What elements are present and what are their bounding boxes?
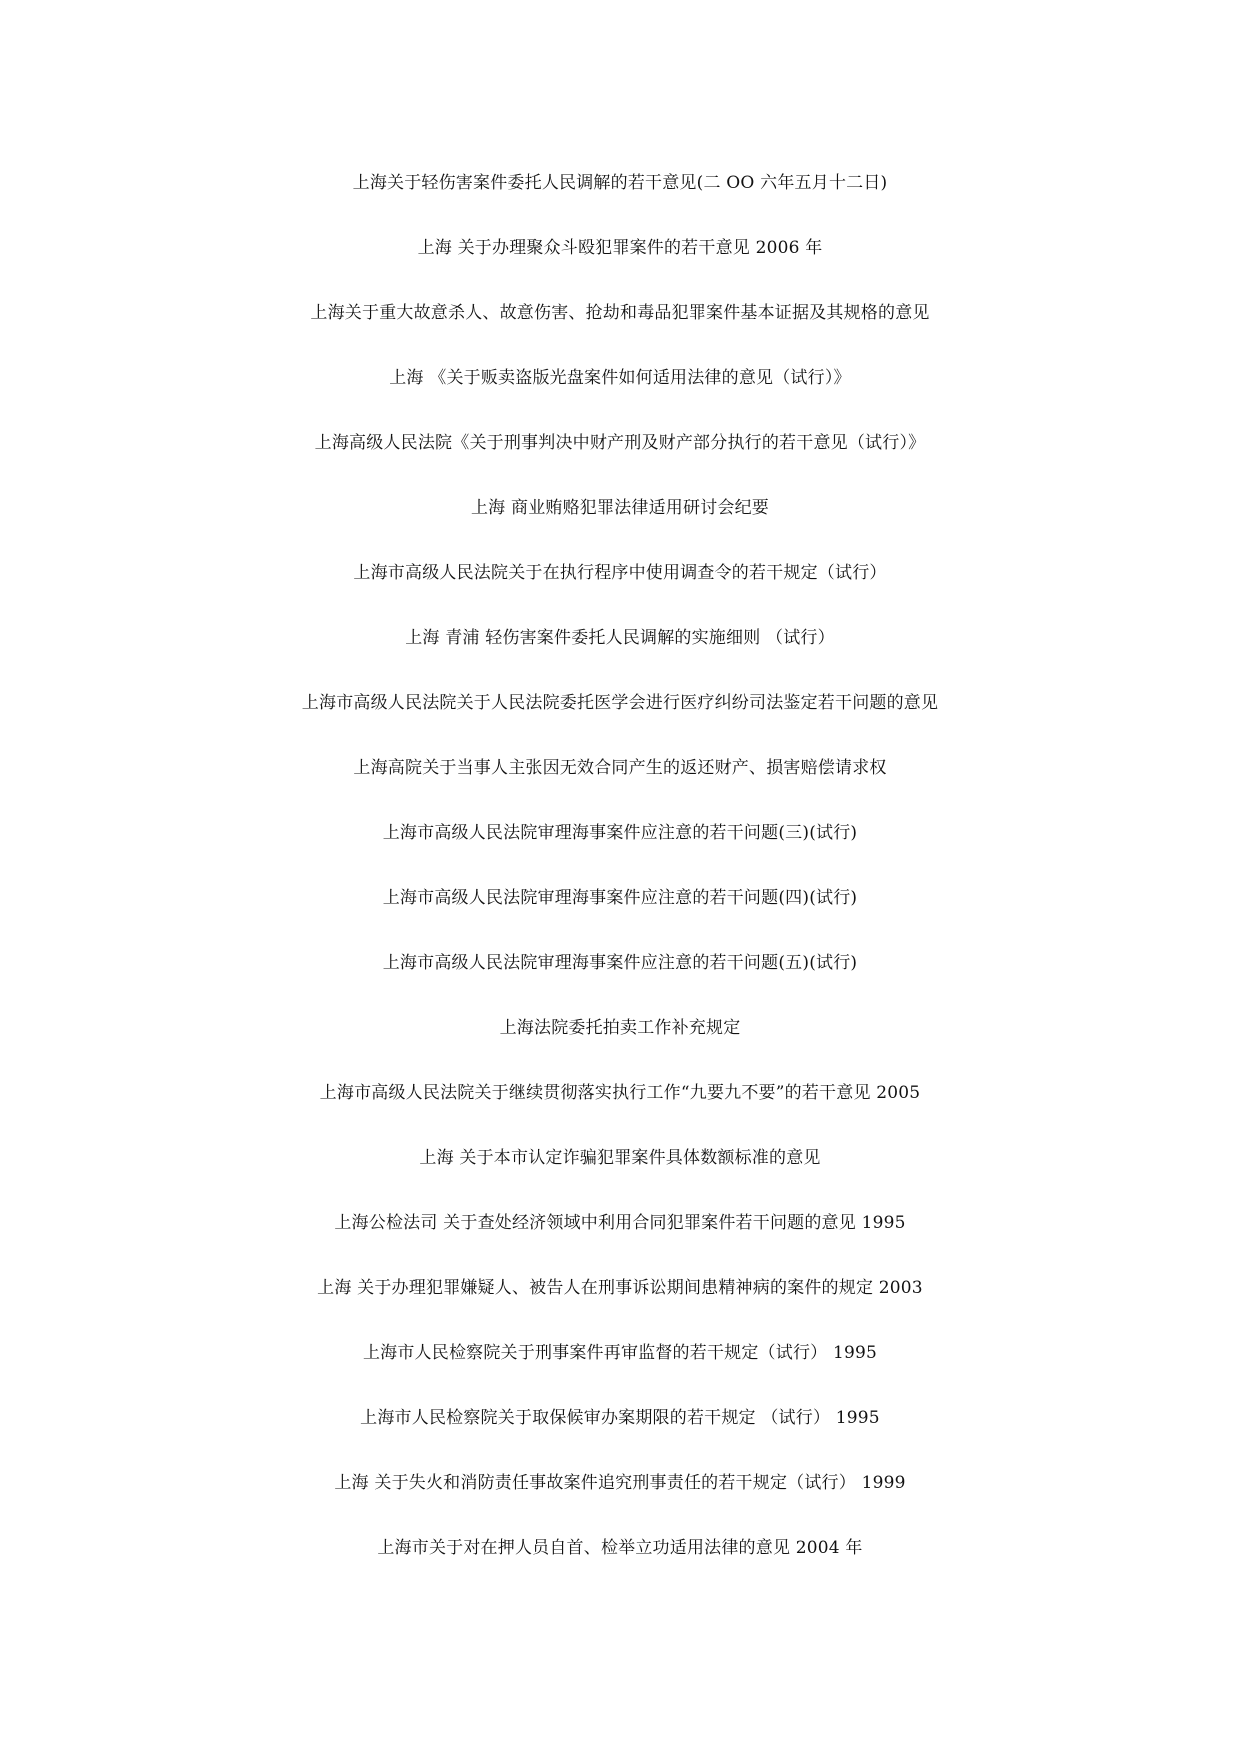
- document-title-item: 上海市人民检察院关于刑事案件再审监督的若干规定（试行） 1995: [362, 1343, 878, 1363]
- document-title-item: 上海市高级人民法院审理海事案件应注意的若干问题(四)(试行): [382, 888, 858, 908]
- document-title-item: 上海 商业贿赂犯罪法律适用研讨会纪要: [470, 498, 769, 518]
- document-title-item: 上海高院关于当事人主张因无效合同产生的返还财产、损害赔偿请求权: [353, 758, 887, 778]
- document-title-item: 上海市人民检察院关于取保候审办案期限的若干规定 （试行） 1995: [360, 1408, 880, 1428]
- document-title-item: 上海 关于办理犯罪嫌疑人、被告人在刑事诉讼期间患精神病的案件的规定 2003: [317, 1278, 923, 1298]
- document-title-item: 上海高级人民法院《关于刑事判决中财产刑及财产部分执行的若干意见（试行）》: [314, 433, 926, 453]
- document-title-item: 上海市关于对在押人员自首、检举立功适用法律的意见 2004 年: [377, 1538, 863, 1558]
- document-title-item: 上海法院委托拍卖工作补充规定: [499, 1018, 741, 1038]
- document-title-item: 上海 《关于贩卖盗版光盘案件如何适用法律的意见（试行）》: [389, 368, 851, 388]
- document-title-item: 上海市高级人民法院关于继续贯彻落实执行工作“九要九不要”的若干意见 2005: [319, 1083, 921, 1103]
- document-title-item: 上海 关于失火和消防责任事故案件追究刑事责任的若干规定（试行） 1999: [334, 1473, 906, 1493]
- document-title-item: 上海市高级人民法院关于在执行程序中使用调查令的若干规定（试行）: [353, 563, 887, 583]
- document-title-item: 上海 青浦 轻伤害案件委托人民调解的实施细则 （试行）: [405, 628, 835, 648]
- document-title-item: 上海 关于本市认定诈骗犯罪案件具体数额标准的意见: [419, 1148, 821, 1168]
- document-title-list: [0, 168, 1240, 1598]
- document-title-item: 上海公检法司 关于查处经济领域中利用合同犯罪案件若干问题的意见 1995: [334, 1213, 906, 1233]
- document-title-item: 上海 关于办理聚众斗殴犯罪案件的若干意见 2006 年: [417, 238, 823, 258]
- document-title-item: 上海关于轻伤害案件委托人民调解的若干意见(二 OO 六年五月十二日): [352, 173, 888, 193]
- document-title-item: 上海市高级人民法院审理海事案件应注意的若干问题(五)(试行): [382, 953, 858, 973]
- document-title-item: 上海关于重大故意杀人、故意伤害、抢劫和毒品犯罪案件基本证据及其规格的意见: [310, 303, 930, 323]
- document-title-item: 上海市高级人民法院关于人民法院委托医学会进行医疗纠纷司法鉴定若干问题的意见: [301, 693, 939, 713]
- document-title-item: 上海市高级人民法院审理海事案件应注意的若干问题(三)(试行): [382, 823, 858, 843]
